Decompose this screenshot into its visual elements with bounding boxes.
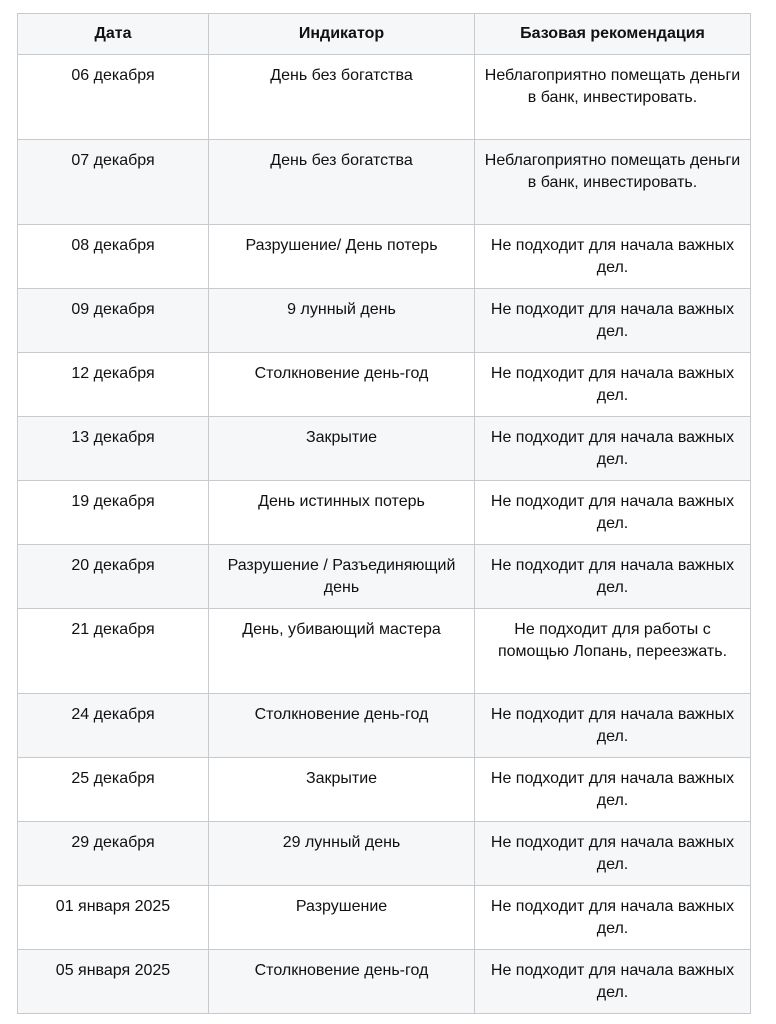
table-row	[18, 609, 751, 694]
cell-indicator: Закрытие	[209, 417, 475, 481]
table-row	[18, 694, 751, 758]
cell-date: 07 декабря	[18, 140, 209, 225]
cell-recommendation: Не подходит для начала важных дел.	[475, 694, 751, 758]
header-date: Дата	[18, 14, 209, 55]
table-row	[18, 950, 751, 1014]
cell-recommendation: Не подходит для начала важных дел.	[475, 353, 751, 417]
cell-recommendation: Не подходит для начала важных дел.	[475, 950, 751, 1014]
cell-indicator: День, убивающий мастера	[209, 609, 475, 694]
cell-date: 25 декабря	[18, 758, 209, 822]
table-row	[18, 758, 751, 822]
cell-recommendation: Не подходит для начала важных дел.	[475, 225, 751, 289]
table-row	[18, 55, 751, 140]
table-header-row	[18, 14, 751, 55]
cell-indicator: 29 лунный день	[209, 822, 475, 886]
cell-recommendation: Не подходит для начала важных дел.	[475, 289, 751, 353]
cell-date: 29 декабря	[18, 822, 209, 886]
cell-date: 19 декабря	[18, 481, 209, 545]
cell-indicator: День истинных потерь	[209, 481, 475, 545]
cell-indicator: День без богатства	[209, 55, 475, 140]
table-row	[18, 481, 751, 545]
cell-date: 24 декабря	[18, 694, 209, 758]
cell-recommendation: Неблагоприятно помещать деньги в банк, инвестировать.	[475, 55, 751, 140]
table-container	[17, 13, 751, 1014]
cell-date: 12 декабря	[18, 353, 209, 417]
table-row	[18, 225, 751, 289]
cell-recommendation: Не подходит для начала важных дел.	[475, 758, 751, 822]
cell-indicator: День без богатства	[209, 140, 475, 225]
cell-date: 21 декабря	[18, 609, 209, 694]
cell-recommendation: Не подходит для начала важных дел.	[475, 545, 751, 609]
cell-indicator: Разрушение/ День потерь	[209, 225, 475, 289]
inauspicious-days-table	[17, 13, 751, 1014]
header-recommendation: Базовая рекомендация	[475, 14, 751, 55]
cell-date: 01 января 2025	[18, 886, 209, 950]
cell-date: 06 декабря	[18, 55, 209, 140]
cell-recommendation: Не подходит для начала важных дел.	[475, 481, 751, 545]
table-row	[18, 289, 751, 353]
table-row	[18, 417, 751, 481]
cell-date: 20 декабря	[18, 545, 209, 609]
cell-date: 09 декабря	[18, 289, 209, 353]
table-row	[18, 353, 751, 417]
cell-indicator: Столкновение день-год	[209, 950, 475, 1014]
cell-recommendation: Не подходит для начала важных дел.	[475, 822, 751, 886]
cell-recommendation: Неблагоприятно помещать деньги в банк, инвестировать.	[475, 140, 751, 225]
cell-recommendation: Не подходит для работы с помощью Лопань, переезжать.	[475, 609, 751, 694]
table-row	[18, 886, 751, 950]
cell-indicator: Разрушение / Разъединяющий день	[209, 545, 475, 609]
cell-recommendation: Не подходит для начала важных дел.	[475, 886, 751, 950]
cell-recommendation: Не подходит для начала важных дел.	[475, 417, 751, 481]
cell-date: 08 декабря	[18, 225, 209, 289]
cell-indicator: Столкновение день-год	[209, 353, 475, 417]
header-indicator: Индикатор	[209, 14, 475, 55]
table-row	[18, 822, 751, 886]
table-row	[18, 140, 751, 225]
cell-indicator: Столкновение день-год	[209, 694, 475, 758]
cell-indicator: Разрушение	[209, 886, 475, 950]
cell-date: 13 декабря	[18, 417, 209, 481]
cell-date: 05 января 2025	[18, 950, 209, 1014]
cell-indicator: Закрытие	[209, 758, 475, 822]
cell-indicator: 9 лунный день	[209, 289, 475, 353]
table-row	[18, 545, 751, 609]
